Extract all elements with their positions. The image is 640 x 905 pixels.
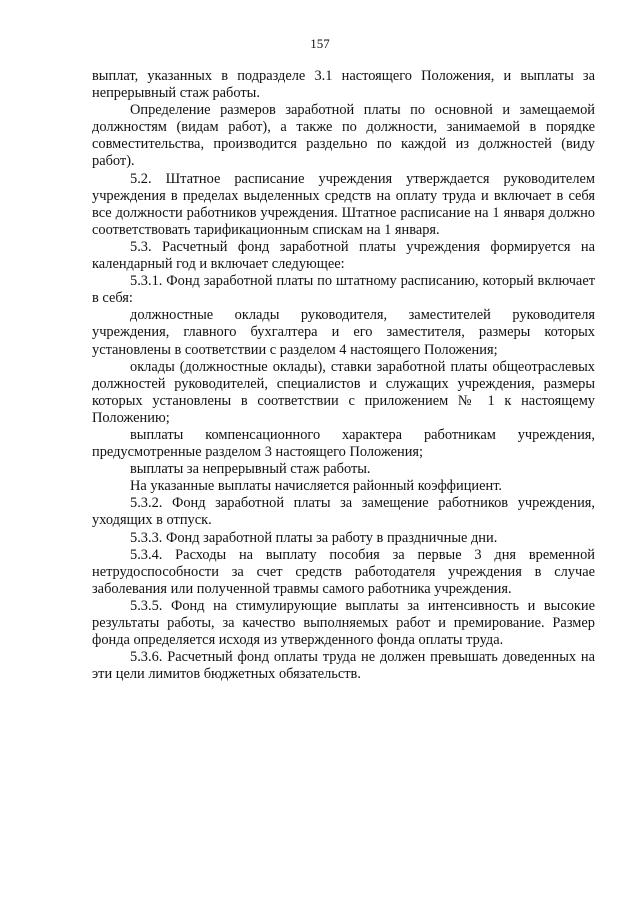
paragraph-5-3-6: 5.3.6. Расчетный фонд оплаты труда не должен превышать доведенных на эти цели лимитов бюджетных обязательств.: [92, 649, 595, 683]
paragraph-continuation: выплат, указанных в подразделе 3.1 настоящего Положения, и выплаты за непрерывный стаж работы.: [92, 68, 595, 102]
page-number: 157: [310, 36, 330, 51]
paragraph-5-3-4: 5.3.4. Расходы на выплату пособия за первые 3 дня временной нетрудоспособности за счет средств работодателя учреждения в случае заболевания или полученной травмы самого работника учреждения.: [92, 546, 595, 597]
paragraph-5-3-1: 5.3.1. Фонд заработной платы по штатному расписанию, который включает в себя:: [92, 273, 595, 307]
paragraph-5-3-5: 5.3.5. Фонд на стимулирующие выплаты за интенсивность и высокие результаты работы, за качество выполняемых работ и премирование. Размер фонда определяется исходя из утвержденного фонда оплаты труда.: [92, 597, 595, 649]
list-item-compensation-payments: выплаты компенсационного характера работникам учреждения, предусмотренные разделом 3 настоящего Положения;: [92, 426, 595, 461]
paragraph-5-2: 5.2. Штатное расписание учреждения утверждается руководителем учреждения в пределах выделенных средств на оплату труда и включает в себя все должности работников учреждения. Штатное расписание на 1 января должно соответствовать тарификационным спискам на 1 января.: [92, 170, 595, 238]
paragraph-5-3-2: 5.3.2. Фонд заработной платы за замещение работников учреждения, уходящих в отпуск.: [92, 495, 595, 529]
list-item-official-salaries: должностные оклады руководителя, заместителей руководителя учреждения, главного бухгалтера и его заместителя, размеры которых установлены в соответствии с разделом 4 настоящего Положения;: [92, 307, 595, 358]
document-body: [92, 68, 595, 683]
paragraph-salary-determination: Определение размеров заработной платы по основной и замещаемой должностям (видам работ), а также по должности, занимаемой в порядке совместительства, производится раздельно по каждой из должностей (виду работ).: [92, 102, 595, 170]
paragraph-5-3-3: 5.3.3. Фонд заработной платы за работу в праздничные дни.: [130, 529, 498, 546]
paragraph-regional-coefficient: На указанные выплаты начисляется районный коэффициент.: [130, 478, 503, 495]
paragraph-5-3: 5.3. Расчетный фонд заработной платы учреждения формируется на календарный год и включает следующее:: [92, 238, 595, 273]
list-item-salaries-rates: оклады (должностные оклады), ставки заработной платы общеотраслевых должностей руководителей, специалистов и служащих учреждения, размеры которых установлены в соответствии с приложением № 1 к настоящему Положению;: [92, 358, 595, 426]
list-item-seniority-payments: выплаты за непрерывный стаж работы.: [130, 461, 371, 478]
